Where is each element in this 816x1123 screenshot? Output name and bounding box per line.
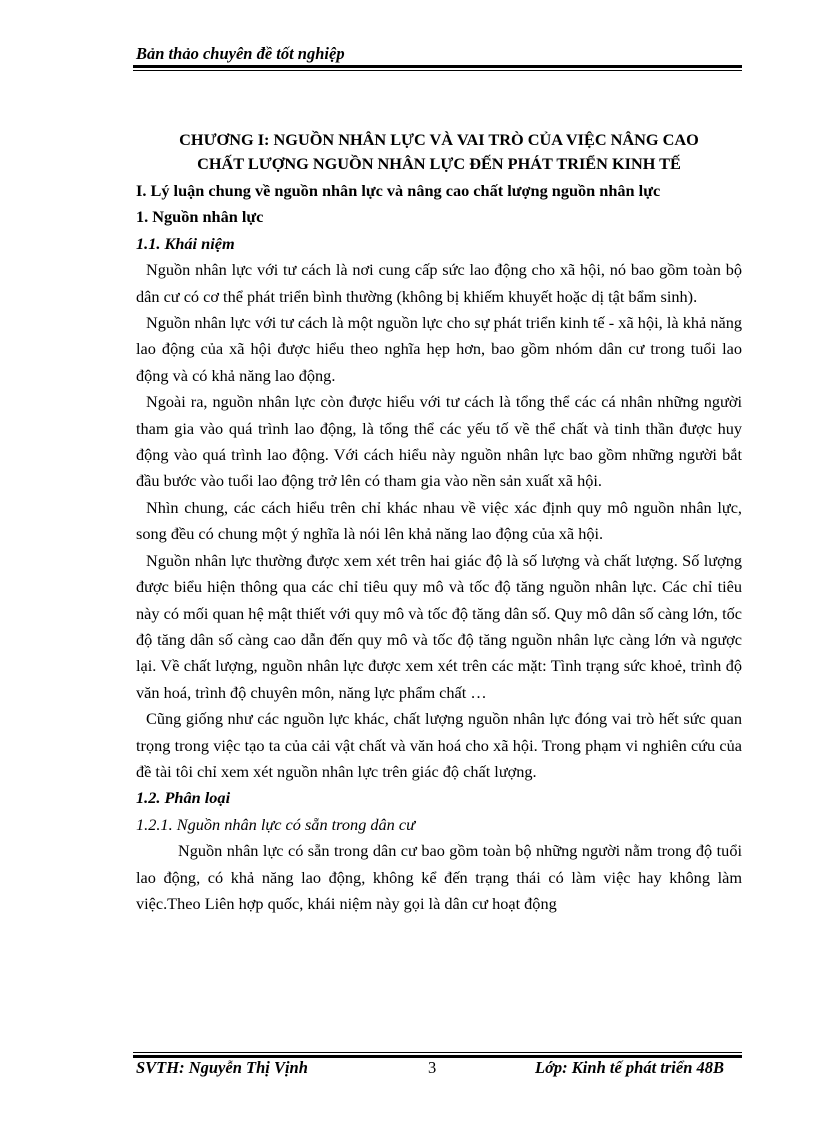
chapter-title: [136, 128, 742, 176]
paragraph: Nguồn nhân lực với tư cách là nơi cung cấp sức lao động cho xã hội, nó bao gồm toàn bộ dân cư có cơ thể phát triển bình thường (không bị khiếm khuyết hoặc dị tật bẩm sinh).: [136, 260, 742, 306]
footer-class-info: Lớp: Kinh tế phát triển 48B: [535, 1058, 725, 1077]
subsection-heading-1-2: 1.2. Phân loại: [136, 788, 231, 808]
page-header-title: Bản thảo chuyên đề tốt nghiệp: [136, 44, 345, 63]
page-body: [136, 128, 742, 917]
subsection-heading-1: 1. Nguồn nhân lực: [136, 207, 264, 227]
paragraph: Nguồn nhân lực có sẵn trong dân cư bao gồm toàn bộ những người nằm trong độ tuổi lao động, có khả năng lao động, không kể đến trạng thái có làm việc hay không làm việc.Theo Liên hợp quốc, khái niệm này gọi là dân cư hoạt động: [136, 841, 742, 913]
page-number: 3: [428, 1058, 437, 1077]
paragraph: Cũng giống như các nguồn lực khác, chất lượng nguồn nhân lực đóng vai trò hết sức quan trọng trong việc tạo ta của cải vật chất và văn hoá cho xã hội. Trong phạm vi nghiên cứu của đề tài tôi chỉ xem xét nguồn nhân lực trên giác độ chất lượng.: [136, 709, 742, 781]
paragraph: Ngoài ra, nguồn nhân lực còn được hiểu với tư cách là tổng thể các cá nhân những người tham gia vào quá trình lao động, là tổng thể các yếu tố về thể chất và tinh thần được huy động vào quá trình lao động. Với cách hiểu này nguồn nhân lực bao gồm những người bắt đầu bước vào tuổi lao động trở lên có tham gia vào nền sản xuất xã hội.: [136, 392, 742, 491]
section-heading-1: I. Lý luận chung về nguồn nhân lực và nâng cao chất lượng nguồn nhân lực: [136, 181, 661, 200]
chapter-title-line-1: CHƯƠNG I: NGUỒN NHÂN LỰC VÀ VAI TRÒ CỦA VIỆC NÂNG CAO: [179, 130, 699, 149]
paragraph: Nguồn nhân lực với tư cách là một nguồn lực cho sự phát triển kinh tế - xã hội, là khả năng lao động của xã hội được hiểu theo nghĩa hẹp hơn, bao gồm nhóm dân cư trong tuổi lao động và có khả năng lao động.: [136, 313, 742, 385]
subsection-heading-1-1: 1.1. Khái niệm: [136, 233, 235, 253]
header-divider: [133, 65, 742, 71]
footer-author: SVTH: Nguyễn Thị Vịnh: [136, 1058, 308, 1077]
paragraph: Nhìn chung, các cách hiểu trên chỉ khác nhau về việc xác định quy mô nguồn nhân lực, song đều có chung một ý nghĩa là nói lên khả năng lao động của xã hội.: [136, 497, 742, 544]
chapter-title-line-2: CHẤT LƯỢNG NGUỒN NHÂN LỰC ĐẾN PHÁT TRIỂN KINH TẾ: [197, 154, 681, 173]
paragraph: Nguồn nhân lực thường được xem xét trên hai giác độ là số lượng và chất lượng. Số lượng được biểu hiện thông qua các chỉ tiêu quy mô và tốc độ tăng nguồn nhân lực. Các chỉ tiêu này có mối quan hệ mật thiết với quy mô và tốc độ tăng dân số. Quy mô dân số càng lớn, tốc độ tăng dân số càng cao dẫn đến quy mô và tốc độ tăng nguồn nhân lực càng lớn và ngược lại. Về chất lượng, nguồn nhân lực được xem xét trên các mặt: Tình trạng sức khoẻ, trình độ văn hoá, trình độ chuyên môn, năng lực phẩm chất …: [136, 550, 742, 702]
subsection-heading-1-2-1: 1.2.1. Nguồn nhân lực có sẵn trong dân cư: [136, 814, 415, 834]
